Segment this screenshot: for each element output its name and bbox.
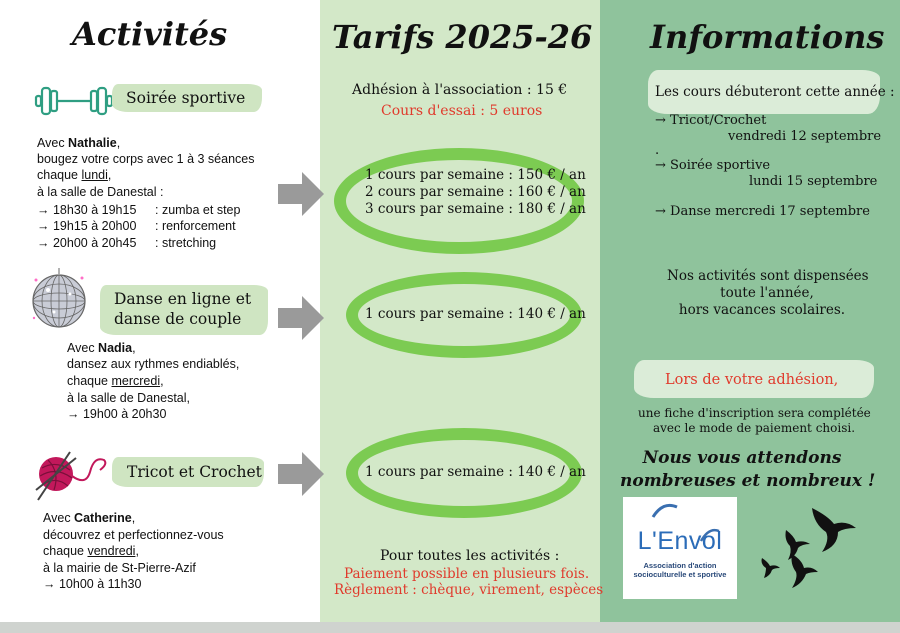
availability-line: hors vacances scolaires. (678, 302, 846, 318)
activity3-line4: à la mairie de St-Pierre-Azif (43, 561, 196, 575)
price-line: 1 cours par semaine : 150 € / an (365, 167, 586, 183)
adhesion-text: avec le mode de paiement choisi. (652, 421, 856, 435)
adhesion-text: une fiche d'inscription sera complétée (638, 406, 871, 420)
separator-dot: . (655, 143, 660, 158)
schedule-time: → 19h15 à 20h00 (37, 219, 137, 233)
disco-ball-icon (28, 268, 90, 330)
price-line: 1 cours par semaine : 140 € / an (365, 306, 586, 322)
closing-line: Nous vous attendons (642, 448, 842, 468)
price-line: 3 cours par semaine : 180 € / an (365, 201, 586, 217)
activities-heading: Activités (72, 15, 228, 53)
activity2-title-line2: danse de couple (114, 310, 242, 328)
activity3-title: Tricot et Crochet (127, 463, 262, 481)
activity2-line3: chaque mercredi, (67, 374, 164, 388)
all-activities-title: Pour toutes les activités : (380, 548, 560, 564)
activity1-line1: Avec Nathalie, (37, 136, 121, 150)
logo-name: L'Envol (637, 527, 723, 555)
start-item-date: vendredi 12 septembre (728, 129, 882, 144)
schedule-label: : stretching (155, 236, 217, 250)
start-item-name: → Soirée sportive (655, 158, 771, 173)
price-line: 1 cours par semaine : 140 € / an (365, 464, 586, 480)
activity2-line5: → 19h00 à 20h30 (67, 407, 167, 421)
availability-line: toute l'année, (720, 285, 814, 301)
birds-icon (752, 502, 862, 588)
association-logo (623, 497, 737, 599)
schedule-time: → 18h30 à 19h15 (37, 203, 137, 217)
tarifs-heading: Tarifs 2025-26 (332, 18, 593, 56)
logo-subtitle: Association d'action socioculturelle et sportive (633, 561, 727, 579)
bottom-bar (0, 622, 900, 633)
start-item-date: lundi 15 septembre (749, 174, 878, 189)
activity3-line5: → 10h00 à 11h30 (43, 577, 142, 591)
activity2-line2: dansez aux rythmes endiablés, (67, 357, 240, 371)
informations-heading: Informations (650, 18, 885, 56)
availability-line: Nos activités sont dispensées (667, 268, 869, 284)
activity3-line1: Avec Catherine, (43, 511, 136, 525)
start-title: Les cours débuteront cette année : (655, 84, 895, 100)
payment-line: Paiement possible en plusieurs fois. (344, 566, 590, 582)
arrow-right-icon (278, 172, 324, 220)
arrow-right-icon (278, 296, 324, 344)
activity3-line3: chaque vendredi, (43, 544, 139, 558)
adhesion-title: Lors de votre adhésion, (665, 372, 839, 388)
activity1-title: Soirée sportive (126, 89, 246, 107)
start-item-name: → Tricot/Crochet (655, 113, 767, 128)
closing-line: nombreuses et nombreux ! (620, 471, 876, 491)
adhesion-price: Adhésion à l'association : 15 € (352, 82, 568, 98)
activity2-title-line1: Danse en ligne et (114, 290, 252, 308)
activity1-line3: chaque lundi, (37, 168, 112, 182)
trial-price: Cours d'essai : 5 euros (381, 103, 543, 119)
price-line: 2 cours par semaine : 160 € / an (365, 184, 586, 200)
start-item-name: → Danse mercredi 17 septembre (655, 204, 870, 219)
payment-methods: Règlement : chèque, virement, espèces (334, 582, 604, 598)
schedule-time: → 20h00 à 20h45 (37, 236, 137, 250)
yarn-ball-icon (34, 446, 110, 506)
arrow-right-icon (278, 452, 324, 500)
schedule-label: : renforcement (155, 219, 236, 233)
activity2-line4: à la salle de Danestal, (67, 391, 190, 405)
dumbbell-icon (34, 84, 114, 118)
activity1-line2: bougez votre corps avec 1 à 3 séances (37, 152, 255, 166)
schedule-label: : zumba et step (155, 203, 241, 217)
activity3-line2: découvrez et perfectionnez-vous (43, 528, 224, 542)
activity1-line4: à la salle de Danestal : (37, 185, 164, 199)
activity2-line1: Avec Nadia, (67, 341, 136, 355)
